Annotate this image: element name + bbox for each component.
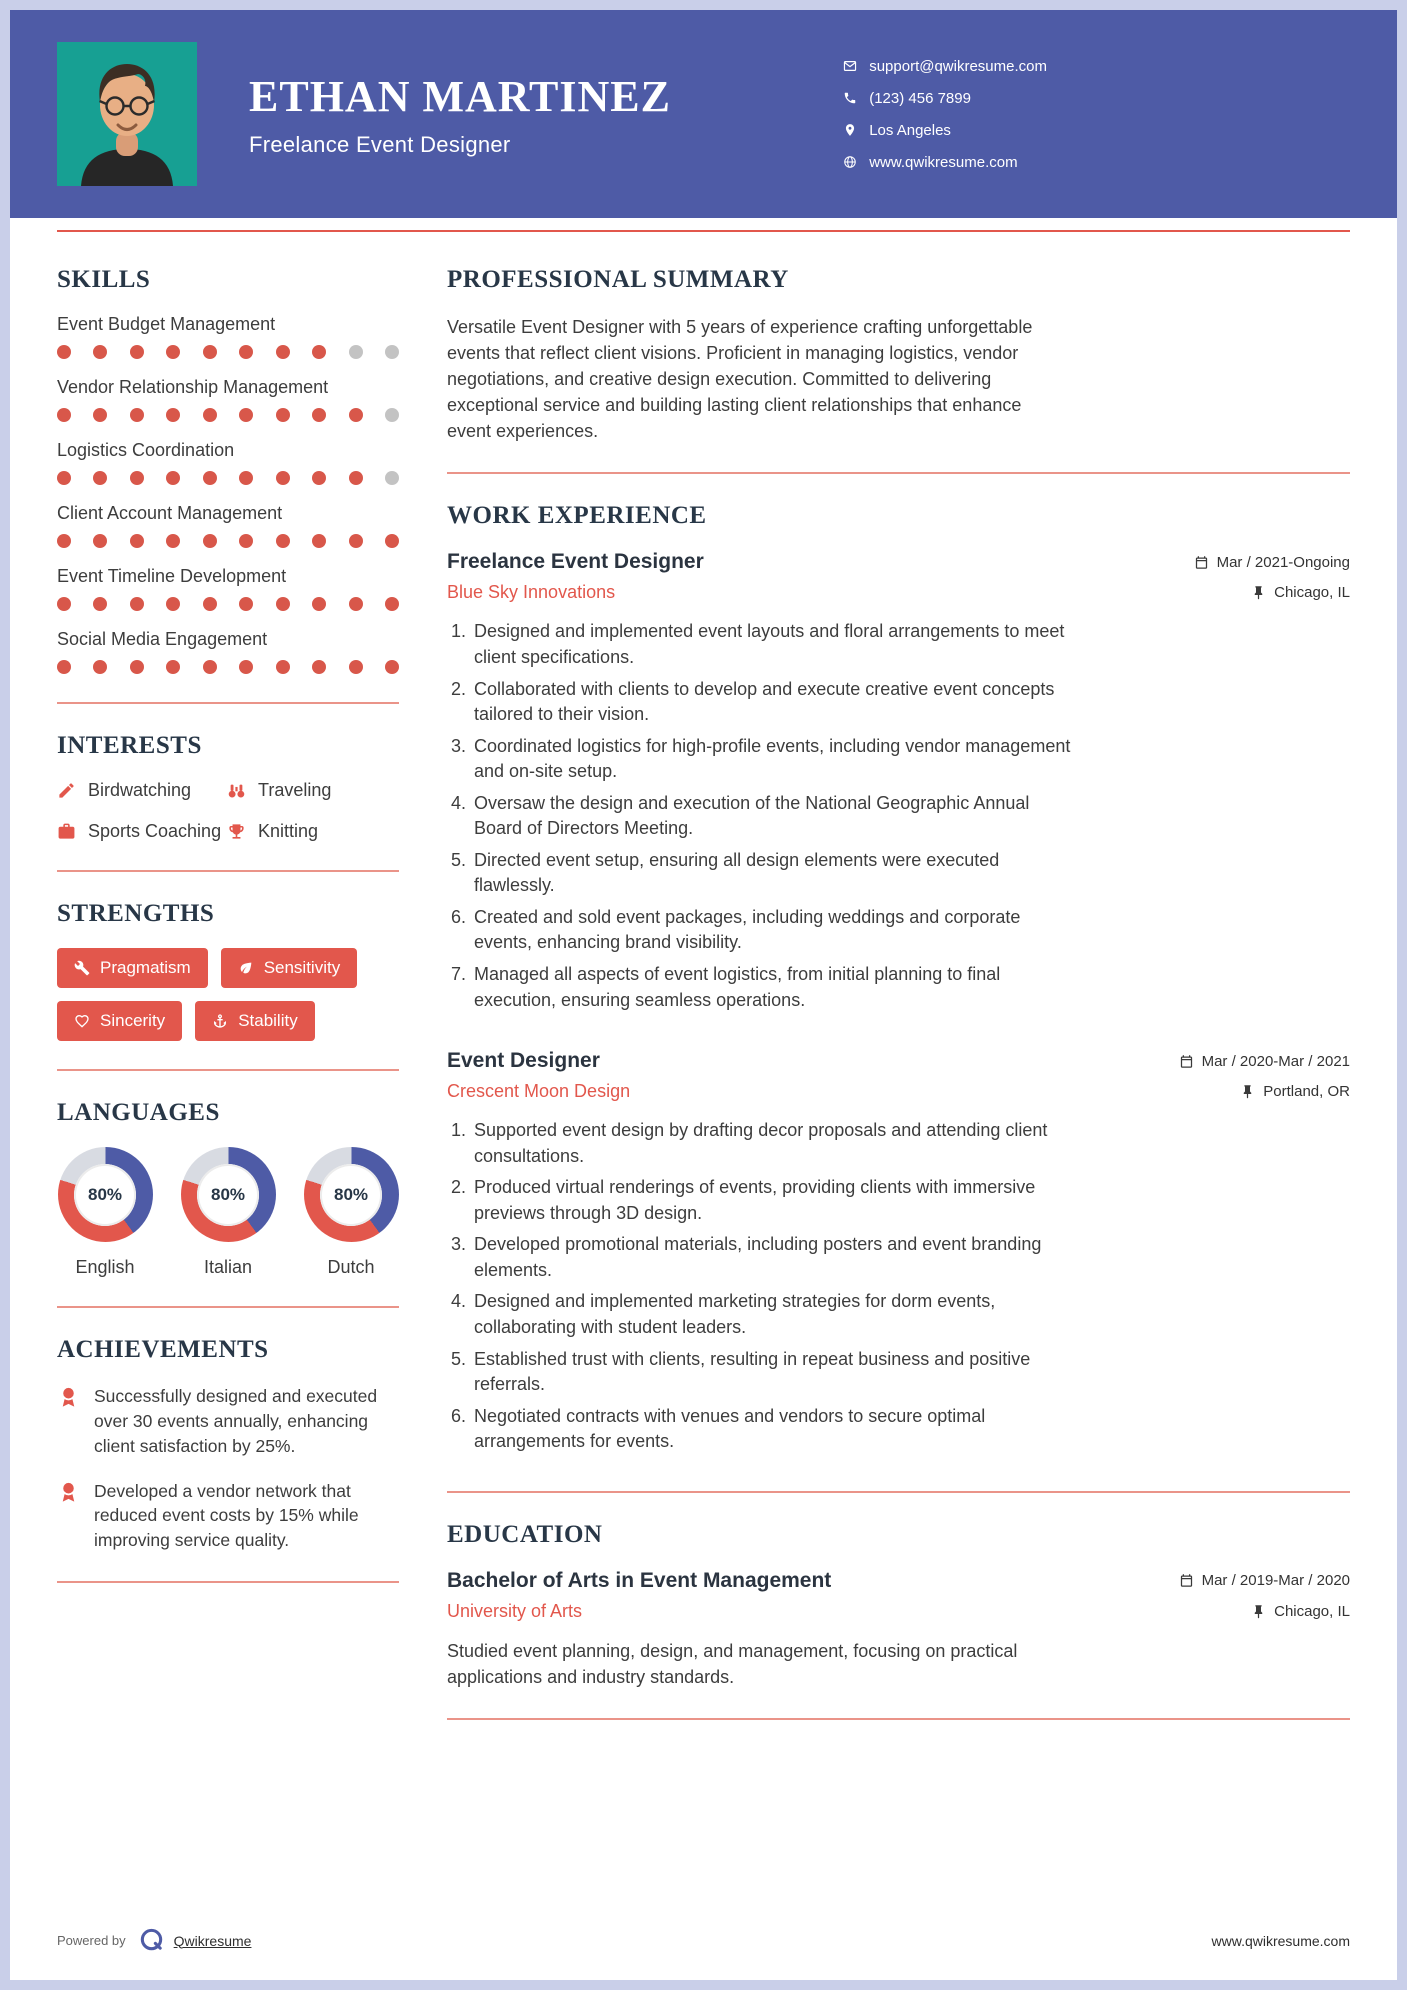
skill-dot-filled (166, 534, 180, 548)
summary-section (447, 266, 1350, 444)
job-bullet: 2. Produced virtual renderings of events, providing clients with immersive previews through 3D design. (471, 1175, 1071, 1226)
skill-dot-filled (239, 408, 253, 422)
skill-item (57, 566, 399, 611)
job-header (447, 550, 1350, 574)
strength-badge (221, 948, 358, 988)
job-bullet: 6. Created and sold event packages, including weddings and corporate events, enhancing brand visibility. (471, 905, 1071, 956)
language-percent: 80% (320, 1164, 382, 1226)
strength-label: Sensitivity (263, 958, 341, 977)
section-divider (57, 870, 399, 872)
strengths-section (57, 900, 399, 1041)
pencil-icon (57, 781, 76, 800)
language-percent: 80% (74, 1164, 136, 1226)
skill-dot-empty (385, 408, 399, 422)
job-title: Freelance Event Designer (447, 550, 704, 574)
wrench-icon (74, 960, 90, 976)
envelope-icon (843, 59, 857, 73)
skill-rating (57, 408, 399, 422)
skill-dot-filled (349, 534, 363, 548)
skill-dot-filled (130, 471, 144, 485)
language-percent: 80% (197, 1164, 259, 1226)
skill-dot-filled (57, 534, 71, 548)
interest-label: Birdwatching (88, 780, 192, 800)
language-item (57, 1147, 153, 1278)
section-divider (447, 1718, 1350, 1720)
company-row (447, 1081, 1350, 1102)
skill-dot-filled (239, 597, 253, 611)
skill-dot-empty (385, 471, 399, 485)
skill-dot-filled (203, 660, 217, 674)
left-column (57, 266, 399, 1611)
qwikresume-brand-name: Qwikresume (173, 1932, 252, 1949)
skill-dot-filled (57, 471, 71, 485)
strength-badge (195, 1001, 315, 1041)
skill-dot-filled (166, 408, 180, 422)
interests-section (57, 732, 399, 842)
skill-dot-filled (203, 345, 217, 359)
skill-dot-filled (239, 534, 253, 548)
achievements-heading: ACHIEVEMENTS (57, 1336, 269, 1363)
profile-photo-illustration (57, 42, 197, 186)
skill-dot-filled (93, 597, 107, 611)
contact-email-text: support@qwikresume.com (869, 57, 1047, 75)
contact-website[interactable] (843, 154, 1047, 171)
powered-by-label: Powered by (57, 1933, 126, 1948)
job-location-text: Chicago, IL (1274, 584, 1350, 602)
skill-rating (57, 534, 399, 548)
qwikresume-logo-icon (138, 1927, 165, 1954)
job-location-text: Portland, OR (1263, 1083, 1350, 1101)
job-location (1240, 1083, 1350, 1100)
skill-dot-filled (312, 471, 326, 485)
contact-phone[interactable] (843, 90, 1047, 107)
phone-icon (843, 91, 857, 105)
briefcase-icon (57, 822, 76, 841)
strength-label: Sincerity (100, 1011, 166, 1030)
candidate-title: Freelance Event Designer (249, 131, 511, 157)
section-divider (57, 1581, 399, 1583)
interest-item (57, 780, 227, 801)
education-dates (1179, 1572, 1350, 1589)
calendar-icon (1179, 1573, 1194, 1588)
skill-dot-filled (276, 534, 290, 548)
strengths-list (57, 948, 399, 1041)
job-dates (1194, 554, 1350, 571)
job-bullet: 3. Developed promotional materials, including posters and event branding elements. (471, 1232, 1071, 1283)
interest-item (57, 821, 227, 842)
contact-website-text: www.qwikresume.com (869, 153, 1018, 171)
skill-item (57, 377, 399, 422)
strength-badge (57, 1001, 182, 1041)
skill-dot-filled (312, 345, 326, 359)
skill-dot-filled (166, 471, 180, 485)
skill-dot-filled (93, 471, 107, 485)
degree-title: Bachelor of Arts in Event Management (447, 1568, 832, 1592)
skill-rating (57, 660, 399, 674)
skill-rating (57, 471, 399, 485)
language-item (303, 1147, 399, 1278)
skill-rating (57, 597, 399, 611)
pin-icon (1240, 1084, 1255, 1099)
skill-dot-filled (130, 660, 144, 674)
education-header (447, 1569, 1350, 1593)
skill-item (57, 440, 399, 485)
job-bullet: 5. Directed event setup, ensuring all design elements were executed flawlessly. (471, 848, 1071, 899)
skill-dot-filled (349, 471, 363, 485)
resume-sheet (10, 10, 1397, 1980)
summary-heading: PROFESSIONAL SUMMARY (447, 266, 789, 293)
skills-heading: SKILLS (57, 266, 151, 293)
skill-item (57, 314, 399, 359)
skill-dot-filled (276, 408, 290, 422)
skill-dot-filled (312, 597, 326, 611)
interest-label: Sports Coaching (88, 821, 222, 841)
skill-dot-filled (130, 597, 144, 611)
calendar-icon (1194, 555, 1209, 570)
summary-text: Versatile Event Designer with 5 years of experience crafting unforgettable events that reflect client visions. Proficient in managing logistics, vendor negotiations, and creative design execution. Committed to delivering exceptional service and building lasting client relationships that enhance event experiences. (447, 317, 1033, 442)
achievement-text: Successfully designed and executed over 30 events annually, enhancing client satisfaction by 25%. (94, 1386, 378, 1456)
skill-dot-filled (166, 345, 180, 359)
job-location (1251, 584, 1350, 601)
job-bullet-list (447, 1118, 1071, 1455)
skill-dot-filled (349, 408, 363, 422)
anchor-icon (212, 1013, 228, 1029)
education-heading: EDUCATION (447, 1520, 603, 1548)
skill-label: Event Timeline Development (57, 566, 287, 586)
skill-dot-filled (166, 660, 180, 674)
skill-dot-filled (239, 660, 253, 674)
skill-dot-filled (276, 660, 290, 674)
strength-label: Stability (238, 1011, 298, 1030)
education-location-text: Chicago, IL (1274, 1602, 1350, 1620)
skill-label: Logistics Coordination (57, 440, 235, 460)
language-donut-chart (304, 1147, 399, 1242)
education-dates-text: Mar / 2019-Mar / 2020 (1201, 1572, 1350, 1590)
contact-location-text: Los Angeles (869, 121, 951, 139)
medal-icon (57, 1481, 80, 1504)
globe-icon (843, 155, 857, 169)
header (10, 10, 1397, 218)
job-dates (1179, 1053, 1350, 1070)
skill-dot-filled (57, 660, 71, 674)
job-dates-text: Mar / 2021-Ongoing (1216, 553, 1350, 571)
skill-dot-filled (57, 345, 71, 359)
education-section (447, 1521, 1350, 1690)
skill-dot-filled (57, 597, 71, 611)
skill-dot-filled (203, 597, 217, 611)
skill-dot-filled (93, 408, 107, 422)
company-name: Crescent Moon Design (447, 1081, 631, 1102)
skill-label: Vendor Relationship Management (57, 377, 329, 397)
school-name: University of Arts (447, 1600, 583, 1621)
skill-dot-filled (130, 345, 144, 359)
education-location (1251, 1603, 1350, 1620)
footer-website[interactable]: www.qwikresume.com (1211, 1932, 1350, 1949)
skill-dot-filled (93, 345, 107, 359)
skill-dot-filled (239, 471, 253, 485)
identity-block (249, 71, 671, 158)
company-name: Blue Sky Innovations (447, 582, 616, 603)
language-label: Italian (203, 1257, 253, 1277)
heart-icon (74, 1013, 90, 1029)
qwikresume-brand-link[interactable] (138, 1927, 252, 1954)
skill-dot-filled (203, 471, 217, 485)
language-item (180, 1147, 276, 1278)
section-divider (447, 1491, 1350, 1493)
job-bullet: 7. Managed all aspects of event logistics, from initial planning to final execution, ensuring seamless operations. (471, 962, 1071, 1013)
language-label: Dutch (327, 1257, 375, 1277)
languages-list (57, 1147, 399, 1278)
languages-heading: LANGUAGES (57, 1099, 220, 1126)
job-bullet: 5. Established trust with clients, resulting in repeat business and positive referrals. (471, 1347, 1071, 1398)
interests-grid (57, 780, 399, 842)
school-row (447, 1601, 1350, 1622)
contact-phone-text: (123) 456 7899 (869, 89, 971, 107)
language-donut-chart (181, 1147, 276, 1242)
candidate-name: ETHAN MARTINEZ (249, 71, 671, 121)
skill-dot-filled (203, 408, 217, 422)
skill-dot-filled (276, 345, 290, 359)
skill-dot-filled (385, 597, 399, 611)
pin-icon (1251, 585, 1266, 600)
skill-dot-filled (130, 534, 144, 548)
right-column (447, 266, 1350, 1748)
skill-dot-filled (93, 660, 107, 674)
achievements-section (57, 1336, 399, 1553)
profile-photo (57, 42, 197, 186)
skill-dot-empty (349, 345, 363, 359)
experience-entry (447, 1049, 1350, 1455)
achievement-text: Developed a vendor network that reduced event costs by 15% while improving service quality. (94, 1480, 359, 1551)
job-header (447, 1049, 1350, 1073)
skill-dot-filled (93, 534, 107, 548)
contact-email[interactable] (843, 58, 1047, 75)
skill-dot-filled (166, 597, 180, 611)
skill-dot-filled (203, 534, 217, 548)
skill-label: Event Budget Management (57, 314, 276, 334)
skill-label: Social Media Engagement (57, 629, 268, 649)
skill-dot-filled (349, 597, 363, 611)
language-label: English (75, 1257, 135, 1277)
skill-dot-filled (312, 408, 326, 422)
strength-label: Pragmatism (100, 958, 191, 977)
skill-item (57, 629, 399, 674)
strengths-heading: STRENGTHS (57, 900, 215, 927)
job-bullet: 1. Designed and implemented event layouts and floral arrangements to meet client specifications. (471, 619, 1071, 670)
section-divider (57, 1069, 399, 1071)
skill-dot-filled (385, 534, 399, 548)
interest-item (227, 821, 399, 842)
section-divider (57, 1306, 399, 1308)
language-donut-chart (58, 1147, 153, 1242)
skill-label: Client Account Management (57, 503, 283, 523)
job-bullet: 6. Negotiated contracts with venues and vendors to secure optimal arrangements for events. (471, 1404, 1071, 1455)
job-bullet: 2. Collaborated with clients to develop and execute creative event concepts tailored to their vision. (471, 677, 1071, 728)
contact-location (843, 122, 1047, 139)
skill-dot-filled (239, 345, 253, 359)
achievement-item (57, 1479, 399, 1554)
skill-dot-filled (130, 408, 144, 422)
languages-section (57, 1099, 399, 1278)
skill-rating (57, 345, 399, 359)
interests-heading: INTERESTS (57, 732, 202, 759)
medal-icon (57, 1386, 80, 1409)
binoculars-icon (227, 781, 246, 800)
skill-item (57, 503, 399, 548)
interest-label: Knitting (258, 821, 319, 841)
contact-list (843, 58, 1047, 171)
job-bullet: 3. Coordinated logistics for high-profile events, including vendor management and on-site setup. (471, 734, 1071, 785)
skill-dot-filled (276, 597, 290, 611)
job-bullet-list (447, 619, 1071, 1013)
job-title: Event Designer (447, 1049, 600, 1073)
skill-dot-filled (276, 471, 290, 485)
experience-entry (447, 550, 1350, 1013)
job-bullet: 4. Designed and implemented marketing strategies for dorm events, collaborating with student leaders. (471, 1289, 1071, 1340)
skill-dot-filled (312, 534, 326, 548)
trophy-icon (227, 822, 246, 841)
experience-heading: WORK EXPERIENCE (447, 502, 707, 530)
strength-badge (57, 948, 208, 988)
interest-label: Traveling (258, 780, 332, 800)
experience-section (447, 502, 1350, 1454)
footer (10, 1927, 1397, 1980)
education-description: Studied event planning, design, and management, focusing on practical applications and industry standards. (447, 1640, 1018, 1687)
content (10, 232, 1397, 1927)
leaf-icon (238, 960, 254, 976)
skill-dot-filled (312, 660, 326, 674)
achievement-item (57, 1384, 399, 1459)
company-row (447, 582, 1350, 603)
job-bullet: 4. Oversaw the design and execution of the National Geographic Annual Board of Directors Meeting. (471, 791, 1071, 842)
job-bullet: 1. Supported event design by drafting decor proposals and attending client consultations. (471, 1118, 1071, 1169)
skills-section (57, 266, 399, 674)
skill-dot-filled (385, 660, 399, 674)
interest-item (227, 780, 399, 801)
skill-dot-filled (57, 408, 71, 422)
skill-dot-empty (385, 345, 399, 359)
pin-icon (1251, 1604, 1266, 1619)
skill-dot-filled (349, 660, 363, 674)
job-dates-text: Mar / 2020-Mar / 2021 (1201, 1052, 1350, 1070)
calendar-icon (1179, 1054, 1194, 1069)
section-divider (57, 702, 399, 704)
section-divider (447, 472, 1350, 474)
location-icon (843, 123, 857, 137)
